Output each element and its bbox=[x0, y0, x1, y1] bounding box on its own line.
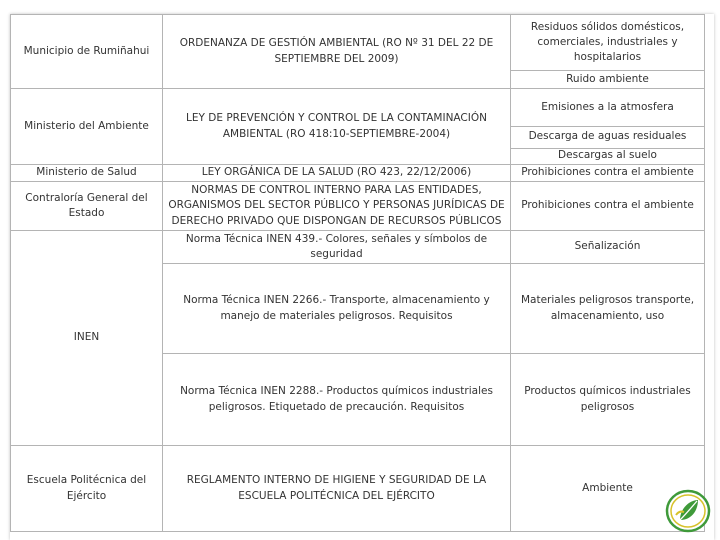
aspect-item: Descargas al suelo bbox=[511, 148, 704, 164]
table-row bbox=[11, 446, 705, 532]
aspect-item: Residuos sólidos domésticos, comerciales, industriales y hospitalarios bbox=[530, 20, 685, 64]
regulation-cell: ORDENANZA DE GESTIÓN AMBIENTAL (RO Nº 31 DEL 22 DE SEPTIEMBRE DEL 2009) bbox=[163, 15, 511, 89]
aspect-cell bbox=[511, 15, 705, 89]
aspect-cell: Señalización bbox=[511, 231, 705, 264]
institution-cell: Escuela Politécnica del Ejército bbox=[11, 446, 163, 532]
regulation-cell: LEY ORGÁNICA DE LA SALUD (RO 423, 22/12/2006) bbox=[163, 165, 511, 182]
institution-cell: Contraloría General del Estado bbox=[11, 182, 163, 231]
regulation-cell: LEY DE PREVENCIÓN Y CONTROL DE LA CONTAMINACIÓN AMBIENTAL (RO 418:10-SEPTIEMBRE-2004) bbox=[163, 89, 511, 165]
regulation-cell: Norma Técnica INEN 2266.- Transporte, almacenamiento y manejo de materiales peligrosos. Requisitos bbox=[163, 264, 511, 354]
aspect-cell bbox=[511, 89, 705, 165]
regulation-cell: Norma Técnica INEN 439.- Colores, señales y símbolos de seguridad bbox=[163, 231, 511, 264]
espe-leaf-emblem-icon bbox=[664, 488, 712, 534]
aspect-item: Descarga de aguas residuales bbox=[511, 126, 704, 148]
regulation-cell: REGLAMENTO INTERNO DE HIGIENE Y SEGURIDAD DE LA ESCUELA POLITÉCNICA DEL EJÉRCITO bbox=[163, 446, 511, 532]
aspect-cell: Productos químicos industriales peligrosos bbox=[511, 354, 705, 446]
institution-cell: Ministerio de Salud bbox=[11, 165, 163, 182]
table-row bbox=[11, 15, 705, 89]
regulation-cell: NORMAS DE CONTROL INTERNO PARA LAS ENTIDADES, ORGANISMOS DEL SECTOR PÚBLICO Y PERSONAS JURÍDICAS DE DERECHO PRIVADO QUE DISPONGAN DE RECURSOS PÚBLICOS bbox=[163, 182, 511, 231]
aspect-cell: Prohibiciones contra el ambiente bbox=[511, 182, 705, 231]
institution-cell: Ministerio del Ambiente bbox=[11, 89, 163, 165]
table-row bbox=[11, 165, 705, 182]
institution-cell: INEN bbox=[11, 231, 163, 446]
aspect-item: Emisiones a la atmosfera bbox=[541, 100, 674, 113]
table-row bbox=[11, 231, 705, 264]
environmental-regulations-table bbox=[10, 14, 705, 532]
institution-cell: Municipio de Rumiñahui bbox=[11, 15, 163, 89]
aspect-cell: Ambiente bbox=[511, 446, 705, 532]
table-row bbox=[11, 89, 705, 165]
regulation-cell: Norma Técnica INEN 2288.- Productos químicos industriales peligrosos. Etiquetado de precaución. Requisitos bbox=[163, 354, 511, 446]
aspect-cell: Prohibiciones contra el ambiente bbox=[511, 165, 705, 182]
aspect-cell: Materiales peligrosos transporte, almacenamiento, uso bbox=[511, 264, 705, 354]
table-row bbox=[11, 182, 705, 231]
aspect-item: Ruido ambiente bbox=[511, 70, 704, 88]
